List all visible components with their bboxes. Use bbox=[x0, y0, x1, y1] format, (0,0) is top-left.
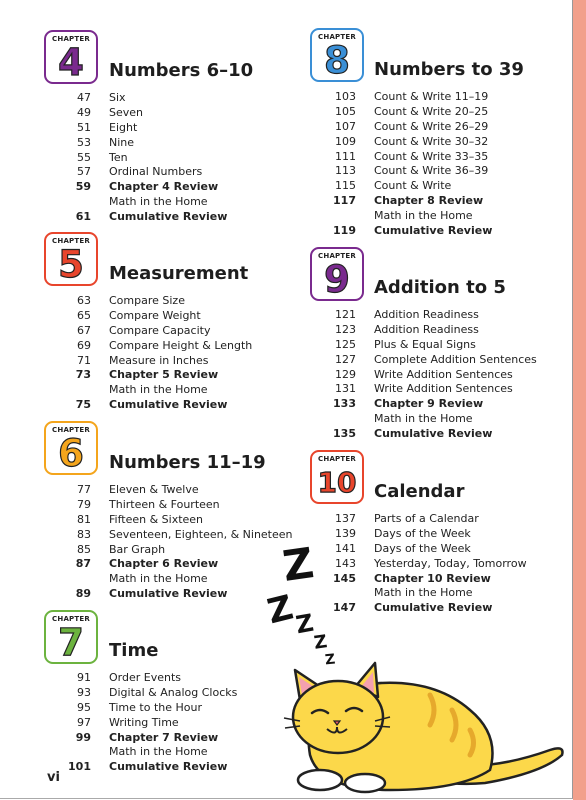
chapter-9-number: 9 bbox=[324, 258, 350, 301]
chapter-8-badge-label: CHAPTER bbox=[318, 33, 356, 41]
chapter-7-title: Time bbox=[109, 640, 159, 661]
toc-page-number: 81 bbox=[77, 512, 91, 526]
chapter-6-title: Numbers 11–19 bbox=[109, 452, 266, 473]
toc-entry-title: Math in the Home bbox=[109, 195, 208, 209]
toc-page-number: 141 bbox=[335, 541, 356, 555]
toc-page-number: 97 bbox=[77, 715, 91, 729]
toc-entry-title: Seventeen, Eighteen, & Nineteen bbox=[109, 527, 293, 541]
toc-page-number: 69 bbox=[77, 338, 91, 352]
chapter-5-badge bbox=[44, 232, 98, 286]
toc-entry-title: Chapter 7 Review bbox=[109, 730, 219, 744]
toc-entry-title: Math in the Home bbox=[374, 412, 473, 426]
toc-page-number: 99 bbox=[75, 730, 91, 744]
page-edge-strip bbox=[573, 0, 586, 800]
toc-entry-title: Chapter 9 Review bbox=[374, 397, 484, 411]
toc-entry-title: Count & Write bbox=[374, 179, 452, 193]
chapter-6-badge-label: CHAPTER bbox=[52, 426, 90, 434]
toc-page-number: 83 bbox=[77, 527, 91, 541]
toc-entry-title: Count & Write 11–19 bbox=[374, 90, 489, 103]
toc-page-number: 51 bbox=[77, 120, 91, 134]
toc-page-number: 139 bbox=[335, 526, 356, 540]
toc-page-number: 47 bbox=[77, 91, 91, 104]
toc-entry-title: Bar Graph bbox=[109, 542, 166, 556]
toc-entry-title: Cumulative Review bbox=[374, 601, 493, 615]
toc-page-number: 65 bbox=[77, 308, 91, 322]
chapter-10-number: 10 bbox=[317, 466, 357, 499]
toc-entry-title: Chapter 4 Review bbox=[109, 180, 219, 194]
toc-entry-title: Write Addition Sentences bbox=[374, 367, 513, 381]
toc-page-number: 143 bbox=[335, 556, 356, 570]
toc-page-number: 103 bbox=[335, 90, 356, 103]
toc-entry-title: Cumulative Review bbox=[374, 427, 493, 441]
toc-entry-title: Time to the Hour bbox=[109, 700, 203, 714]
sleep-z-small-2: Z bbox=[324, 651, 336, 669]
sleeping-cat-icon bbox=[280, 655, 570, 795]
toc-entry-title: Addition Readiness bbox=[374, 322, 479, 336]
toc-page-number: 55 bbox=[77, 150, 91, 164]
toc-page-number: 75 bbox=[75, 398, 91, 412]
toc-entry-title: Eight bbox=[109, 120, 138, 134]
chapter-7-number: 7 bbox=[58, 621, 84, 664]
toc-entry-title: Cumulative Review bbox=[374, 224, 493, 238]
chapter-10-title: Calendar bbox=[374, 481, 465, 502]
toc-entry-title: Chapter 10 Review bbox=[374, 571, 491, 585]
toc-entry-title: Days of the Week bbox=[374, 526, 471, 540]
toc-page-number: 105 bbox=[335, 104, 356, 118]
toc-entry-title: Six bbox=[109, 91, 126, 104]
toc-entry-title: Writing Time bbox=[109, 715, 179, 729]
toc-page-number: 63 bbox=[77, 294, 91, 307]
toc-entry-title: Thirteen & Fourteen bbox=[109, 497, 220, 511]
sleep-z-large: Z bbox=[279, 538, 317, 591]
chapter-10-badge bbox=[310, 450, 364, 504]
toc-entry-title: Cumulative Review bbox=[109, 587, 228, 601]
toc-entry-title: Days of the Week bbox=[374, 541, 471, 555]
toc-entry-title: Parts of a Calendar bbox=[374, 512, 479, 525]
toc-page-number: 129 bbox=[335, 367, 356, 381]
toc-page-number: 67 bbox=[77, 323, 91, 337]
toc-entry-title: Math in the Home bbox=[109, 383, 208, 397]
toc-entry-title: Cumulative Review bbox=[109, 398, 228, 412]
toc-entry-title: Math in the Home bbox=[374, 586, 473, 600]
toc-page-number: 107 bbox=[335, 119, 356, 133]
chapter-8-number: 8 bbox=[324, 39, 350, 82]
toc-entry-title: Ordinal Numbers bbox=[109, 165, 203, 179]
toc-page-number: 53 bbox=[77, 135, 91, 149]
toc-page-number: 145 bbox=[333, 571, 356, 585]
toc-entry-title: Eleven & Twelve bbox=[109, 483, 199, 496]
chapter-6-badge bbox=[44, 421, 98, 475]
toc-page-number: 59 bbox=[75, 180, 91, 194]
toc-entry-title: Math in the Home bbox=[109, 572, 208, 586]
toc-entry-title: Cumulative Review bbox=[109, 760, 228, 774]
toc-page-number: 73 bbox=[75, 368, 91, 382]
chapter-9-title: Addition to 5 bbox=[374, 277, 506, 298]
toc-page-number: 79 bbox=[77, 497, 91, 511]
toc-page-number: 87 bbox=[75, 557, 91, 571]
toc-page-number: 111 bbox=[335, 149, 356, 163]
toc-page-number: 101 bbox=[68, 760, 91, 774]
toc-page-number: 77 bbox=[77, 483, 91, 496]
toc-entry-title: Write Addition Sentences bbox=[374, 382, 513, 396]
toc-entry-title: Compare Height & Length bbox=[109, 338, 253, 352]
toc-entry-title: Complete Addition Sentences bbox=[374, 352, 537, 366]
toc-entry-title: Compare Weight bbox=[109, 308, 201, 322]
sleep-z-small-1: Z bbox=[312, 631, 329, 654]
toc-page-number: 127 bbox=[335, 352, 356, 366]
toc-page-number: 89 bbox=[75, 587, 91, 601]
toc-entry-title: Plus & Equal Signs bbox=[374, 337, 476, 351]
chapter-8-title: Numbers to 39 bbox=[374, 59, 524, 80]
chapter-5-badge-label: CHAPTER bbox=[52, 237, 90, 245]
toc-entry-title: Count & Write 26–29 bbox=[374, 119, 489, 133]
toc-page-number: 91 bbox=[77, 671, 91, 684]
toc-page-number: 123 bbox=[335, 322, 356, 336]
toc-entry-title: Math in the Home bbox=[109, 745, 208, 759]
toc-page-number: 121 bbox=[335, 308, 356, 321]
chapter-4-title: Numbers 6–10 bbox=[109, 60, 254, 81]
toc-page-number: 147 bbox=[333, 601, 356, 615]
toc-page-number: 131 bbox=[335, 382, 356, 396]
chapter-4-number: 4 bbox=[58, 41, 84, 84]
toc-page-number: 49 bbox=[77, 105, 91, 119]
toc-entry-title: Count & Write 33–35 bbox=[374, 149, 489, 163]
toc-entry-title: Addition Readiness bbox=[374, 308, 479, 321]
toc-entry-title: Ten bbox=[109, 150, 128, 164]
toc-entry-title: Measure in Inches bbox=[109, 353, 209, 367]
toc-entry-title: Count & Write 30–32 bbox=[374, 134, 489, 148]
chapter-7-badge bbox=[44, 610, 98, 664]
toc-entry-title: Seven bbox=[109, 105, 143, 119]
toc-page-number: 125 bbox=[335, 337, 356, 351]
chapter-10-badge-label: CHAPTER bbox=[318, 455, 356, 463]
toc-page-number: 93 bbox=[77, 685, 91, 699]
chapter-6-number: 6 bbox=[58, 432, 84, 475]
sleep-z-medium-2: Z bbox=[293, 608, 316, 640]
chapter-8-badge bbox=[310, 28, 364, 82]
toc-entry-title: Chapter 8 Review bbox=[374, 194, 484, 208]
toc-page-number: 135 bbox=[333, 427, 356, 441]
toc-page-number: 117 bbox=[333, 194, 356, 208]
toc-entry-title: Chapter 5 Review bbox=[109, 368, 219, 382]
chapter-5-title: Measurement bbox=[109, 263, 249, 284]
toc-page-number: 115 bbox=[335, 179, 356, 193]
toc-entry-title: Digital & Analog Clocks bbox=[109, 685, 238, 699]
toc-page-number: 71 bbox=[77, 353, 91, 367]
toc-page-number: 119 bbox=[333, 224, 356, 238]
toc-page-number: 95 bbox=[77, 700, 91, 714]
toc-entry-title: Order Events bbox=[109, 671, 181, 684]
page-number: vi bbox=[47, 770, 60, 785]
chapter-9-badge-label: CHAPTER bbox=[318, 252, 356, 260]
chapter-4-badge-label: CHAPTER bbox=[52, 35, 90, 43]
toc-page-number: 137 bbox=[335, 512, 356, 525]
toc-entry-title: Yesterday, Today, Tomorrow bbox=[374, 556, 527, 570]
toc-entry-title: Nine bbox=[109, 135, 135, 149]
toc-entry-title: Count & Write 20–25 bbox=[374, 104, 489, 118]
toc-entry-title: Compare Capacity bbox=[109, 323, 211, 337]
toc-page-number: 61 bbox=[75, 210, 91, 224]
toc-page-number: 85 bbox=[77, 542, 91, 556]
chapter-9-badge bbox=[310, 247, 364, 301]
toc-page-number: 57 bbox=[77, 165, 91, 179]
sleep-z-medium-1: Z bbox=[263, 587, 298, 633]
toc-entry-title: Chapter 6 Review bbox=[109, 557, 219, 571]
toc-entry-title: Compare Size bbox=[109, 294, 185, 307]
toc-entry-title: Count & Write 36–39 bbox=[374, 164, 489, 178]
chapter-5-number: 5 bbox=[58, 243, 84, 286]
chapter-7-badge-label: CHAPTER bbox=[52, 615, 90, 623]
toc-entry-title: Fifteen & Sixteen bbox=[109, 512, 204, 526]
toc-page-number: 133 bbox=[333, 397, 356, 411]
toc-page-number: 113 bbox=[335, 164, 356, 178]
chapter-4-badge bbox=[44, 30, 98, 84]
toc-entry-title: Math in the Home bbox=[374, 209, 473, 223]
toc-entry-title: Cumulative Review bbox=[109, 210, 228, 224]
toc-page-number: 109 bbox=[335, 134, 356, 148]
